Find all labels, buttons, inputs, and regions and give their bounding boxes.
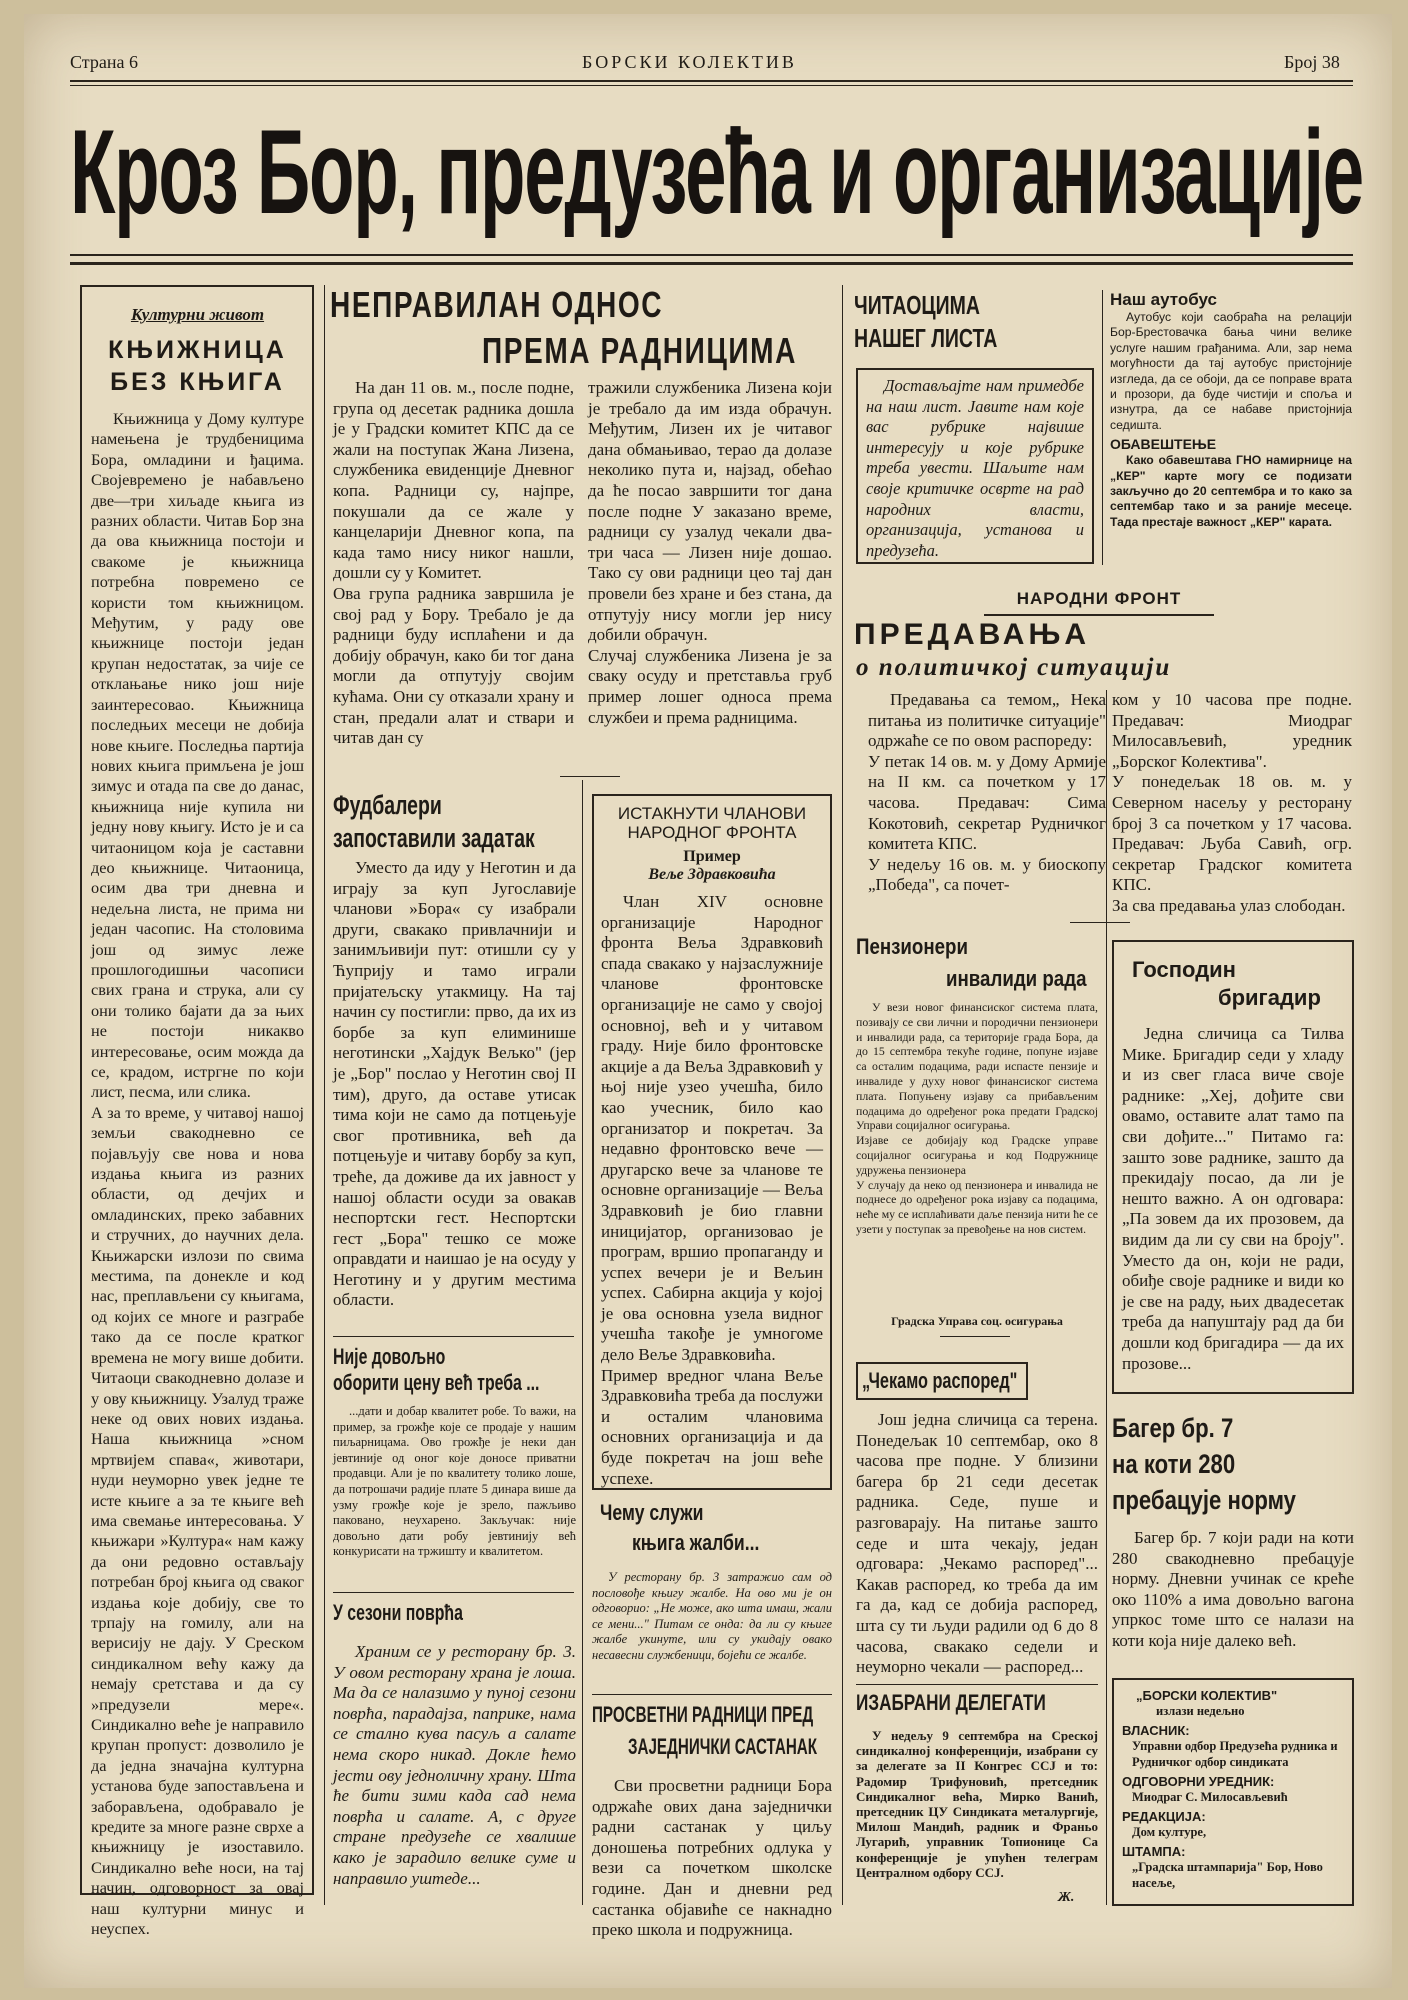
- article-body: У ресторану бр. 3 затражио сам од пословође књигу жалбе. На ово ми је он одговорио: „Не може, ако шта имаш, жали се мени..." Питам се онда: да ли су књиге жалбе укинуте, или су укидају овако несавесни службеници, бојећи се жалбе.: [592, 1570, 832, 1662]
- article-title: инвалиди рада: [946, 966, 1087, 991]
- article-title: бригадир: [1218, 985, 1321, 1010]
- article-body: Храним се у ресторану бр. 3. У овом ресторану храна је лоша. Ма да се налазимо у пуној сезони поврћа, парадајза, паприке, нама се стално кува пасуљ а салате нема скоро никад. Докле ћемо јести ову једноличну храну. Шта ће бити зими када сад нема поврћа и салате. А, с друге стране предузеће се хвалише како је зарадило велике суме и направило уштеде...: [333, 1642, 576, 1888]
- article-prices-title: [333, 1344, 576, 1404]
- article-title: књига жалби...: [632, 1530, 760, 1555]
- article-body: Уместо да иду у Неготин и да играју за куп Југославије чланови »Бора« су изабрали други, свакако привлачнији и занимљивији пут: отишли су у Ћуприју и тамо играли пријатељску утакмицу. На тај начин су постигли: прво, да их из борбе за куп елиминише неготински „Хајдук Вељко" (јер је „Бор" послао у Неготин свој II тим), друго, да оставе утисак тима који не само да потцењује свог противника, већ да потцењује и читаву борбу за куп, треће, да доживе да их јавност у нашој области осуди за овакав неспортски гест. Неспортски гест „Бора" тешко се може оправдати и наишао је на осуду у Неготину и у другим местима области.: [333, 858, 576, 1310]
- article-front-members: [592, 794, 832, 1490]
- header-rule-thin: [70, 85, 1353, 86]
- article-signature: Ж.: [1058, 1890, 1075, 1905]
- imprint-office: Дом културе,: [1132, 1825, 1207, 1839]
- article-title: КЊИЖНИЦА: [108, 336, 287, 364]
- article-football: [333, 858, 576, 1328]
- imprint-box: [1112, 1678, 1354, 1906]
- article-waiting-title: [856, 1362, 1028, 1400]
- article-title: Пензионери: [856, 934, 968, 959]
- article-body: Аутобус који саобраћа на релацији Бор-Брестовачка бања чини велике услуге нашим грађанима. Али, зар нема могућности да тај аутобус пристојније изгледа, да се обоји, да се поправе врата и прозори, да буде чистији и споља и изнутра, да се набаве пристојнија седишта.: [1110, 310, 1352, 432]
- column-rule: [582, 780, 583, 1905]
- article-title: ЗАЈЕДНИЧКИ САСТАНАК: [628, 1734, 818, 1759]
- article-subtitle: о политичкој ситуацији: [856, 654, 1172, 681]
- imprint-paper-name: „БОРСКИ КОЛЕКТИВ": [1136, 1688, 1278, 1703]
- article-body: Једна сличица са Тилва Мике. Бригадир седи у хладу и из свег гласа виче своје раднике: „Хеј, дођите сви овамо, оставите алат тамо па сви дођите..." Питамо га: зашто зове раднике, зашто да прекидају посао, да ли је нешто важно. А он одговара: „Па зовем да их прозовем, да видим да ли су сви на броју". Уместо да он, који не ради, обиђе своје раднике и види ко је све на раду, њих двадесетак треба да напуштају рад да би дошли код бригадира — да их прозове...: [1122, 1024, 1344, 1373]
- article-delegates: [856, 1728, 1098, 1894]
- article-pensioners: [856, 1000, 1098, 1310]
- article-body: ...дати и добар квалитет робе. То важи, на пример, за грожђе које се продаје у нашим пиљарницама. Ово грожђе је неки дан јевтиније од оног које доносе приватни продавци. Али је по квалитету толико лоше, да потрошачи радије плате 5 динара више да узму грожђе које је зрело, пажљиво паковано, неухарено. Закључак: није довољно дати робу јевтинију већ конкурисати на тржишту и квалитетом.: [333, 1404, 576, 1559]
- article-season-title: [333, 1600, 576, 1636]
- article-subtitle: Веље Здравковића: [648, 866, 776, 883]
- article-divider: [560, 776, 620, 777]
- article-front-title: [854, 618, 1354, 690]
- article-title: Чему служи: [600, 1500, 704, 1525]
- article-body: У вези новог финансиског система плата, позивају се сви лични и породични пензионери и инвалиди рада, са територије града Бора, да до 15 септембра текуће године, попуне изјаве са осталим подацима, ради испасте пензије и инвалиде у духу новог финансиског система плата. Попуњену изјаву са прибављеним подацима до одређеног рока предати Градској Управи социјалног осигурања. Изјаве се добијају код Градске управе социјалног осигурања и код Подружнице удружења пензионера У случају да неко од пензионера и инвалида не поднесе до одређеног рока изјаву са подацима, неће му се исплаћивати даље пензија нити ће се узети у поступак за превођење на нов систем.: [856, 1000, 1098, 1236]
- article-front-kicker: [854, 584, 1354, 618]
- headline-rule-thick: [70, 262, 1353, 265]
- article-kicker: НАРОДНИ ФРОНТ: [984, 584, 1214, 616]
- article-body: ком у 10 часова пре подне. Предавач: Миодраг Милосављевић, уредник „Борског Колектива". У понедељак 18 ов. м. у Северном насељу у ресторану број 3 са почетком у 17 часова. Предавач: Љуба Савић, огр. секретар Градског комитета КПС. За сва предавања улаз слободан.: [1112, 690, 1352, 915]
- article-divider: [940, 1336, 1010, 1337]
- article-front-col1: [868, 690, 1106, 912]
- article-waiting: [856, 1410, 1098, 1680]
- article-divider: [592, 1694, 832, 1695]
- article-divider: [1070, 922, 1130, 923]
- article-title: пребацује норму: [1112, 1485, 1296, 1515]
- article-title: Није довољно: [333, 1344, 446, 1369]
- article-pensioners-title: [856, 934, 1098, 998]
- article-title: НАШЕГ ЛИСТА: [854, 323, 998, 353]
- article-complaints-title: [592, 1500, 832, 1564]
- article-teachers-title: [592, 1702, 832, 1772]
- article-football-title: [333, 790, 576, 853]
- article-season: [333, 1642, 576, 1912]
- article-title: ИСТАКНУТИ ЧЛАНОВИ: [617, 804, 807, 823]
- article-title: НЕПРАВИЛАН ОДНОС: [330, 284, 664, 325]
- article-workers-col1: [333, 378, 574, 768]
- article-title: на коти 280: [1112, 1449, 1236, 1479]
- article-body: тражили службеника Лизена који је требало да им изда обрачун. Међутим, Лизен их је читавог дана обмањивао, терао да долазе неколико пута и, најзад, обећао да ће посао завршити тог дана после подне У заказано време, радници су узалуд чекали два-три часа — Лизен није дошао. Тако су ови радници цео тај дан провели без хране и без стана, да отпутују нису могли јер нису добили обрачун. Случај службеника Лизена је за сваку осуду и претставља груб пример лошег односа према службеи и према радницима.: [588, 378, 832, 727]
- article-title: ЧИТАОЦИМА: [854, 290, 980, 320]
- readers-notice-box: [856, 368, 1094, 564]
- article-workers-col2: [588, 378, 832, 768]
- article-body: Још једна сличица са терена. Понедељак 10 септембар, око 8 часова пре подне. У близини багера бр 21 седи десетак радника. Седе, пуше и разговарају. На питање зашто седе и шта чекају, један одговара: „Чекамо распоред"... Какав распоред, ко треба да им га да, кад се добија распоред, шта су ти људи радили од 6 до 8 часова, свакако седели и неуморно чекали — распоред...: [856, 1410, 1098, 1677]
- article-divider: [333, 1336, 574, 1337]
- article-signature: Градска Управа соц. осигурања: [891, 1314, 1063, 1328]
- article-body: Члан XIV основне организације Народног фронта Веља Здравковић спада свакако у најзаслужније чланове фронтовске организације не само у својој основној, већ и у читавом граду. Није било фронтовске акције а да Веља Здравковић у њој није узео учешћа, било као учесник, било као организатор и покретач. За недавно фронтовско вече — другарско вече за чланове те основне организације — Веља Здравковић је био главни иницијатор, организовао је програм, вршио пропаганду и успех вечери је и Вељин успех. Сабирна акција у којој је ова основна узела видног учешћа такође је умногоме дело Веље Здравковића. Пример вредног члана Веље Здравковића треба да послужи и осталим члановима основних организација и да буде покретач на још веће успехе.: [601, 892, 823, 1488]
- article-title: НАРОДНОГ ФРОНТА: [627, 823, 797, 842]
- article-body: У недељу 9 септембра на Среској синдикалној конференцији, изабрани су за делегате за II Конгрес ССЈ и то: Радомир Трифуновић, претседник Синдикалног већа, Мирко Ванић, претседник ЦУ Синдиката металургије, Милош Мандић, радник и Франьо Лугарић, управник Топионице Са конференције је упућен телеграм Централном одбору ССЈ.: [856, 1728, 1098, 1880]
- article-workers-title: [330, 284, 840, 374]
- article-excavator-title: [1112, 1410, 1354, 1526]
- column-rule: [1106, 690, 1107, 1905]
- article-title: ПРЕДАВАЊА: [854, 618, 1090, 651]
- page-number: Страна 6: [70, 52, 138, 72]
- imprint-frequency: излази недељно: [1156, 1704, 1245, 1718]
- article-library: [80, 285, 314, 1939]
- notice-body: Како обавештава ГНО намирнице на „КЕР" карте могу се подизати закључно до 20 септембра и то како за септембар тако и за раније месеце. Тада престаје важност „КЕР" карата.: [1110, 453, 1352, 529]
- notice-title: ОБАВЕШТЕЊЕ: [1110, 436, 1217, 453]
- article-bus: [1110, 290, 1352, 570]
- column-rule: [842, 285, 843, 1905]
- imprint-office-label: РЕДАКЦИЈА:: [1122, 1809, 1206, 1824]
- article-subtitle: Пример: [683, 848, 741, 865]
- article-body: Предавања са темом„ Нека питања из политичке ситуације" одржаће се по овом распореду: У петак 14 ов. м. у Дому Армије на II км. са почетком у 17 часова. Предавач: Сима Кокотовић, секретар Рудничког комитета КПС. У недељу 16 ов. м. у биоскопу „Победа", са почет-: [868, 690, 1106, 895]
- article-readers-title: [854, 290, 1100, 354]
- headline-rule: [70, 254, 1353, 256]
- article-title: Багер бр. 7: [1112, 1413, 1234, 1443]
- article-divider: [333, 1592, 574, 1593]
- article-body: Књижница у Дому културе намењена је трудбеницима Бора, омладини и ђацима. Својевремено је набављено две—три хиљаде књига из разних области. Читав Бор зна да ова књижница постоји и свакоме је књижница потребна повремено се користи том књижницом. Међутим, у раду ове књижнице постоји један крупан недостатак, за чије се отклањање нико још није заинтересовао. Књижница последњих месеци не добија нове књиге. Последња партија нових књига примљена је још зимус и отада па све до данас, књижница није купила ни једну нову књигу. Исто је и са читаоницом која је саставни део књижнице. Читаоница, осим два три дневна и недељна листа, не прима ни један часопис. На столовима још од зимус леже прошлогодишњи часописи свих грана и струка, али су они толико бајати да за њих не постоји никакво интересовање, осим можда да се, крадом, истргне по који лист, песма, или слика. А за то време, у читавој нашој земљи свакодневно се појављују све нова и нова издања књига из разних области, од дечјих и омладинских, преко забавних и стручних, до научних дела. Књижарски излози по свима местима, па донекле и код нас, преплављени су књигама, од којих се многе и разграбе тако да се после кратког времена не могу више добити. Читаоци свакодневно долазе и у ову књижницу. Узалуд траже неке од ових нових издања. Наша књижница »сном мртвијем спава«, животари, нуди неуморно увек једне те исте књиге а за те књиге већ има свемање интересовања. У књижари »Култура« нам кажу да они редовно остављају потребан број књига од сваког издања које добију, све то трпају на гомилу, али на верисију не дају. У Среском синдикалном већу кажу да немају сретстава и да су »предузели мере«. Синдикално веће је направило крупан пропуст: дозволило је да једна значајна културна установа буде запостављена и заборављена, одобравало је кредите за многе разне сврхе а књижницу је изоставило. Синдикално веће носи, на тај начин, одговорност за овај наш културни минус и неуспех.: [91, 409, 304, 1939]
- imprint-owner-label: ВЛАСНИК:: [1122, 1723, 1190, 1738]
- article-teachers: [592, 1776, 832, 1940]
- article-title: У сезони поврћа: [333, 1600, 463, 1625]
- issue-number: Број 38: [1284, 52, 1340, 72]
- article-body: Багер бр. 7 који ради на коти 280 свакодневно пребацује норму. Дневни учинак се креће око 110% а има довољно вагона упркос томе што се налази на коти која није далеко већ.: [1112, 1528, 1354, 1650]
- article-excavator: [1112, 1528, 1354, 1658]
- imprint-editor: Миодраг С. Милосављевић: [1132, 1790, 1288, 1804]
- article-prices: [333, 1404, 576, 1604]
- article-brigadier: [1112, 940, 1354, 1394]
- imprint-editor-label: ОДГОВОРНИ УРЕДНИК:: [1122, 1774, 1275, 1789]
- column-rule: [324, 285, 325, 1905]
- article-title: „Чекамо распоред": [862, 1368, 1018, 1393]
- column-rule: [1102, 290, 1103, 565]
- main-headline: Кроз Бор, предузећа и организације: [70, 105, 1363, 239]
- article-complaints: [592, 1570, 832, 1700]
- header-rule: [70, 80, 1353, 82]
- article-title: запоставили задатак: [333, 823, 535, 853]
- newspaper-name: БОРСКИ КОЛЕКТИВ: [582, 52, 797, 72]
- article-title: ПРЕМА РАДНИЦИМА: [482, 330, 797, 371]
- article-delegates-title: [856, 1690, 1098, 1720]
- article-title: Фудбалери: [333, 790, 442, 820]
- article-title: Наш аутобус: [1110, 290, 1217, 309]
- article-divider: [856, 1684, 1098, 1685]
- article-body: Сви просветни радници Бора одржаће ових дана заједнички радни састанак у циљу доношења потребних одлука у вези са почетком школске године. Дан и дневни ред састанка објавиће се накнадно преко школа и подружница.: [592, 1776, 832, 1940]
- article-kicker: Културни живот: [130, 305, 265, 324]
- article-front-col2: [1112, 690, 1352, 915]
- article-title: БЕЗ КЊИГА: [110, 368, 285, 396]
- imprint-print-label: ШТАМПА:: [1122, 1844, 1186, 1859]
- article-title: ПРОСВЕТНИ РАДНИЦИ ПРЕД: [592, 1702, 814, 1727]
- article-body: На дан 11 ов. м., после подне, група од десетак радника дошла је у Градски комитет КПС да се жали на поступак Жана Лизена, службеника евиденције Дневног копа. Радници су, најпре, покушали да се жале у канцеларији Дневног копа, па када тамо нису никог нашли, дошли су у Комитет. Ова група радника завршила је свој рад у Бору. Требало је да радници буду исплаћени и да добију обрачун, како би тог дана могли да отпутују својим кућама. Они су отказали храну и стан, предали алат и ствари и читав дан су: [333, 378, 574, 748]
- article-title: ИЗАБРАНИ ДЕЛЕГАТИ: [856, 1690, 1046, 1715]
- article-title: оборити цену већ треба ...: [333, 1370, 540, 1395]
- article-body: Достављајте нам примедбе на наш лист. Јавите нам које вас рубрике највише интересују и које рубрике треба увести. Шаљите нам своје критичке осврте на рад народних власти, организација, установа и предузећа.: [866, 376, 1084, 560]
- imprint-printer: „Градска штампарија" Бор, Ново насеље,: [1132, 1860, 1323, 1890]
- article-title: Господин: [1132, 957, 1236, 982]
- imprint-owner: Управни одбор Предузећа рудника и Рудничког одбор синдиката: [1132, 1739, 1338, 1769]
